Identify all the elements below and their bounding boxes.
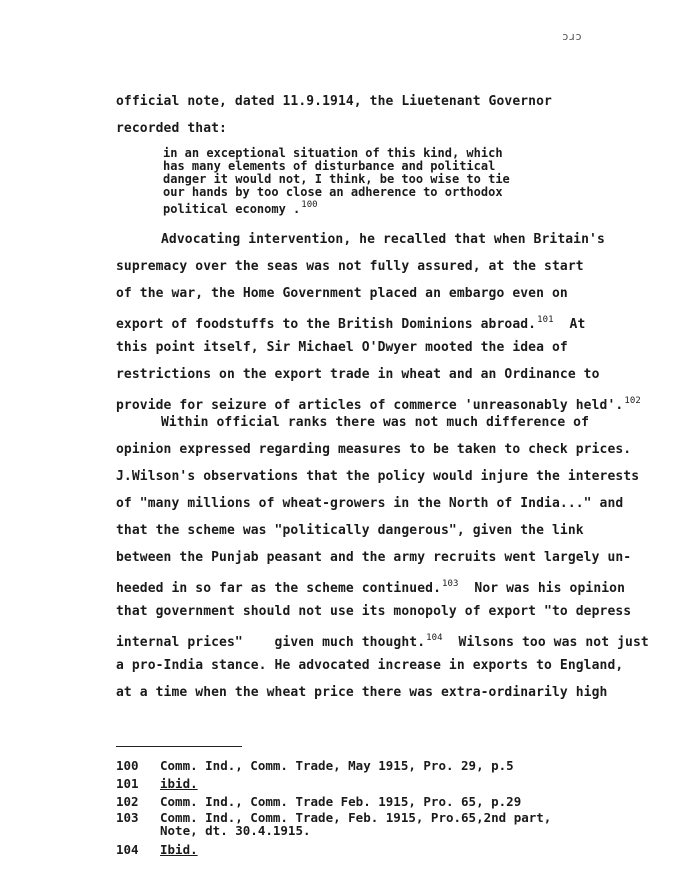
text-span: Wilsons too was not just xyxy=(442,635,649,650)
text-line: this point itself, Sir Michael O'Dwyer mooted the idea of xyxy=(116,340,568,355)
text-line: Within official ranks there was not much difference of xyxy=(161,415,590,430)
text-line: of "many millions of wheat-growers in the North of India..." and xyxy=(116,496,624,511)
text-line xyxy=(116,571,676,598)
footnote-text: Comm. Ind., Comm. Trade, Feb. 1915, Pro.65,2nd part, Note, dt. 30.4.1915. xyxy=(160,810,552,838)
footnote-ref: 104 xyxy=(426,633,443,643)
text-line: between the Punjab peasant and the army recruits went largely un- xyxy=(116,550,632,565)
paragraph-3 xyxy=(116,409,676,706)
quote-line: danger it would not, I think, be too wise to tie xyxy=(163,172,510,186)
text-line: restrictions on the export trade in wheat and an Ordinance to xyxy=(116,367,600,382)
footnote xyxy=(116,811,656,837)
footnote-text: Comm. Ind., Comm. Trade Feb. 1915, Pro. 65, p.29 xyxy=(160,794,522,809)
text-line: official note, dated 11.9.1914, the Liuetenant Governor xyxy=(116,94,552,109)
footnote-text: ibid. xyxy=(160,776,198,791)
footnote-ref: 102 xyxy=(624,396,641,406)
text-line: a pro-India stance. He advocated increase in exports to England, xyxy=(116,658,624,673)
footnote-number: 104 xyxy=(116,842,139,857)
footnote-number: 101 xyxy=(116,776,139,791)
text-span: heeded in so far as the scheme continued. xyxy=(116,581,441,596)
quote-line xyxy=(163,199,583,216)
text-span: export of foodstuffs to the British Dominions abroad. xyxy=(116,317,537,332)
text-line: Advocating intervention, he recalled that when Britain's xyxy=(161,232,605,247)
text-line xyxy=(116,307,676,334)
text-line: that the scheme was "politically dangerous", given the link xyxy=(116,523,584,538)
text-line xyxy=(116,625,676,652)
footnote-number: 102 xyxy=(116,794,139,809)
text-line: at a time when the wheat price there was extra-ordinarily high xyxy=(116,685,608,700)
footnote-ref: 100 xyxy=(301,200,318,210)
footnote-text: Ibid. xyxy=(160,842,198,857)
text-line: recorded that: xyxy=(116,121,227,136)
quote-line: in an exceptional situation of this kind, which xyxy=(163,146,503,160)
text-line: that government should not use its monopoly of export "to depress xyxy=(116,604,632,619)
paragraph-2 xyxy=(116,226,676,415)
text-span: provide for seizure of articles of commerce 'unreasonably held'. xyxy=(116,398,624,413)
quote-text: political economy . xyxy=(163,202,301,216)
footnote-divider xyxy=(116,746,242,747)
quote-line: has many elements of disturbance and political xyxy=(163,159,496,173)
body-text xyxy=(116,88,676,142)
footnote-ref: 101 xyxy=(537,315,554,325)
text-span: At xyxy=(553,317,586,332)
page-number: ɔɹɔ xyxy=(562,30,582,43)
footnote-ref: 103 xyxy=(442,579,459,589)
footnote-text: Comm. Ind., Comm. Trade, May 1915, Pro. 29, p.5 xyxy=(160,758,514,773)
footnote xyxy=(116,841,656,859)
footnote xyxy=(116,793,656,811)
footnotes xyxy=(116,757,656,859)
block-quote xyxy=(163,146,583,216)
text-span: Nor was his opinion xyxy=(458,581,626,596)
footnote xyxy=(116,757,656,775)
text-line: opinion expressed regarding measures to be taken to check prices. xyxy=(116,442,632,457)
footnote-number: 100 xyxy=(116,758,139,773)
text-span: internal prices" given much thought. xyxy=(116,635,426,650)
quote-line: our hands by too close an adherence to orthodox xyxy=(163,185,503,199)
text-line: J.Wilson's observations that the policy would injure the interests xyxy=(116,469,640,484)
text-line: of the war, the Home Government placed an embargo even on xyxy=(116,286,568,301)
footnote-number: 103 xyxy=(116,810,139,825)
footnote xyxy=(116,775,656,793)
text-line: supremacy over the seas was not fully assured, at the start xyxy=(116,259,584,274)
